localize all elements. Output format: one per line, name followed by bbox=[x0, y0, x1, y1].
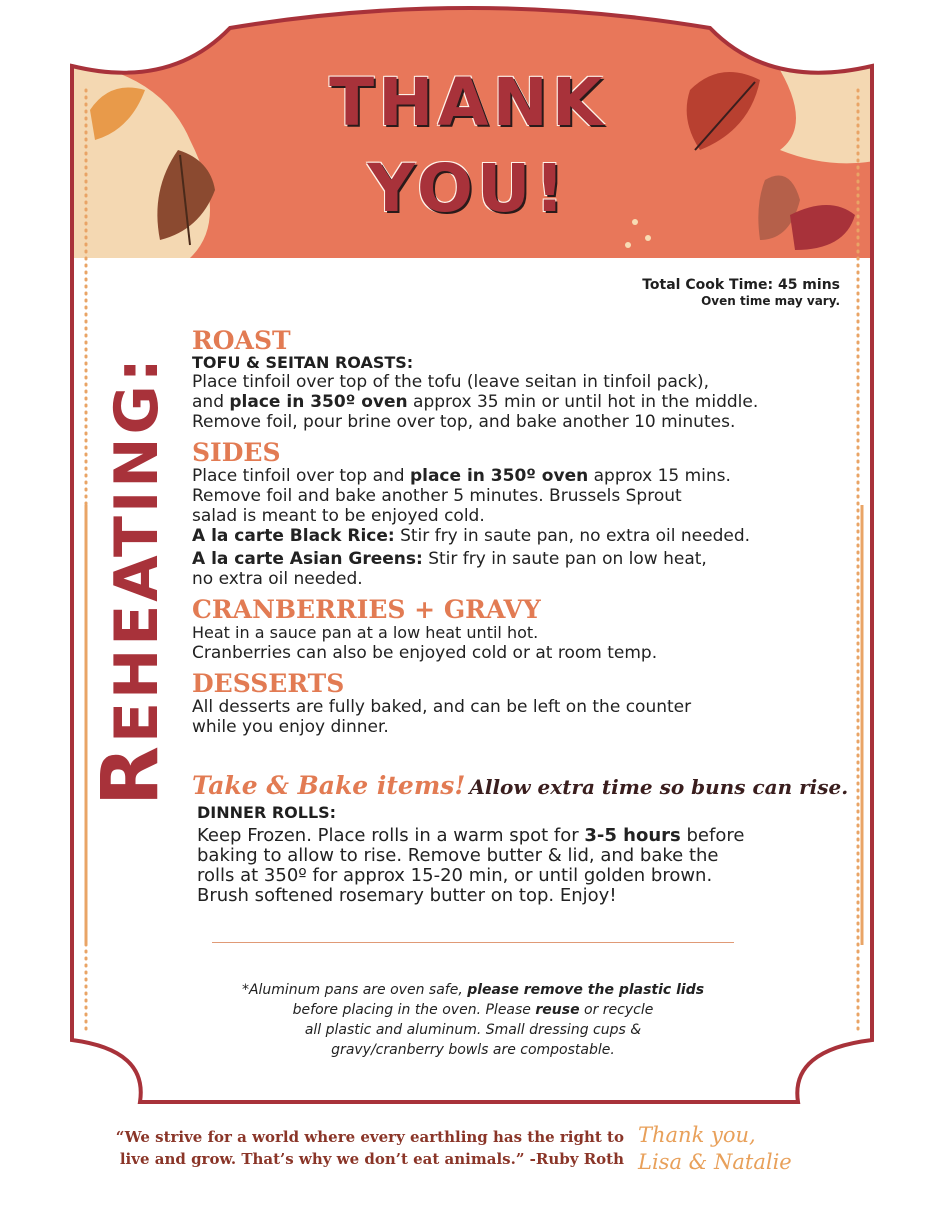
take-and-bake-subtitle: Allow extra time so buns can rise. bbox=[469, 775, 849, 799]
asian-greens-line: A la carte Asian Greens: Stir fry in saute pan on low heat, bbox=[192, 549, 707, 569]
desserts-line: while you enjoy dinner. bbox=[192, 717, 389, 737]
roast-line: Remove foil, pour brine over top, and bake another 10 minutes. bbox=[192, 412, 736, 432]
section-heading-roast: ROAST bbox=[192, 326, 291, 355]
reheating-label bbox=[86, 355, 176, 806]
black-rice-line: A la carte Black Rice: Stir fry in saute pan, no extra oil needed. bbox=[192, 526, 751, 546]
sides-line: salad is meant to be enjoyed cold. bbox=[192, 506, 485, 526]
take-and-bake-title: Take & Bake items! bbox=[192, 771, 466, 800]
sides-line: Place tinfoil over top and place in 350º oven approx 15 mins. bbox=[192, 466, 731, 486]
rolls-line: rolls at 350º for approx 15-20 min, or until golden brown. bbox=[197, 865, 713, 886]
reheating-initial: R bbox=[86, 742, 176, 806]
quote: “We strive for a world where every earthling has the right to live and grow. That’s why we don’t eat animals.” -Ruby Roth bbox=[115, 1128, 624, 1168]
take-and-bake-heading bbox=[192, 771, 848, 800]
cranberries-line: Cranberries can also be enjoyed cold or at room temp. bbox=[192, 643, 658, 663]
signature: Thank you, Lisa & Natalie bbox=[638, 1123, 792, 1174]
rolls-line: Keep Frozen. Place rolls in a warm spot for 3-5 hours before bbox=[197, 825, 745, 846]
cook-time bbox=[642, 277, 840, 308]
rolls-line: baking to allow to rise. Remove butter & lid, and bake the bbox=[197, 845, 719, 866]
sides-line: Remove foil and bake another 5 minutes. Brussels Sprout bbox=[192, 486, 682, 506]
page-title-line2: YOU! bbox=[367, 150, 569, 227]
cranberries-line: Heat in a sauce pan at a low heat until hot. bbox=[192, 623, 539, 642]
page-title-line1: THANK bbox=[329, 64, 607, 141]
dinner-rolls-heading: DINNER ROLLS: bbox=[197, 803, 337, 822]
reheating-instructions bbox=[192, 328, 852, 737]
section-heading-cranberries: CRANBERRIES + GRAVY bbox=[192, 595, 541, 624]
roast-subheading: TOFU & SEITAN ROASTS: bbox=[192, 353, 414, 372]
section-heading-sides: SIDES bbox=[192, 438, 281, 467]
oven-time-note: Oven time may vary. bbox=[701, 294, 840, 308]
section-heading-desserts: DESSERTS bbox=[192, 669, 345, 698]
reheating-rest: EHEATING: bbox=[102, 355, 172, 743]
rolls-line: Brush softened rosemary butter on top. Enjoy! bbox=[197, 885, 617, 906]
aluminum-note: *Aluminum pans are oven safe, please remove the plastic lids before placing in the oven. Please reuse or recycle all plastic and aluminum. Small dressing cups & gravy/cranberry bowls are compostable. bbox=[241, 982, 705, 1058]
divider bbox=[212, 942, 734, 943]
roast-line: and place in 350º oven approx 35 min or until hot in the middle. bbox=[192, 392, 759, 412]
dinner-rolls-block bbox=[197, 804, 837, 906]
desserts-line: All desserts are fully baked, and can be left on the counter bbox=[192, 697, 692, 717]
roast-line: Place tinfoil over top of the tofu (leave seitan in tinfoil pack), bbox=[192, 372, 710, 392]
total-cook-time: Total Cook Time: 45 mins bbox=[642, 277, 840, 293]
asian-greens-line: no extra oil needed. bbox=[192, 569, 363, 589]
